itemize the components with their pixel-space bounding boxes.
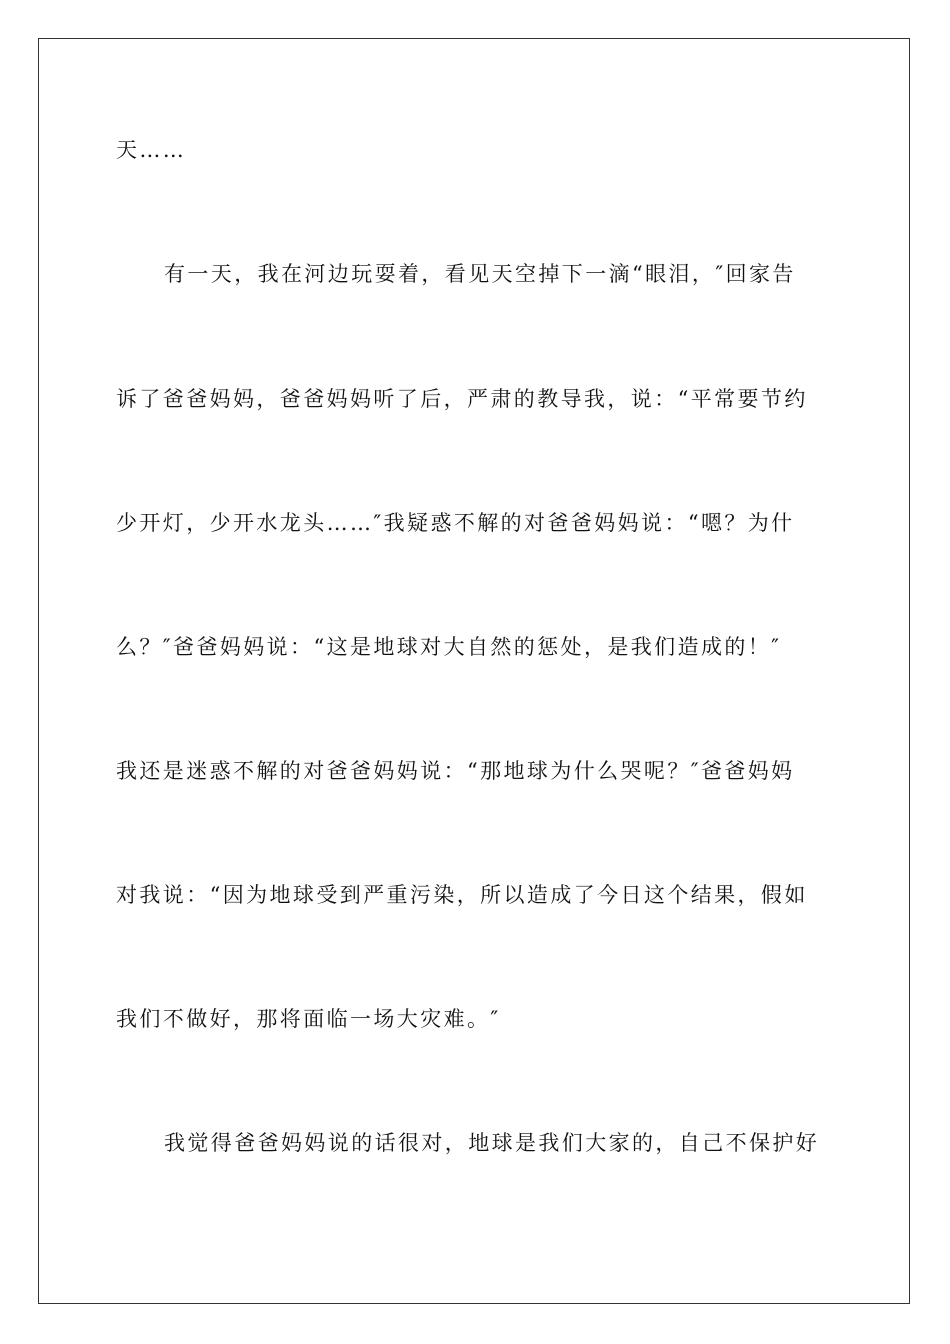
paragraph-start-line-9: 我觉得爸爸妈妈说的话很对，地球是我们大家的，自己不保护好 bbox=[164, 1131, 820, 1155]
text-line-5: 么？″爸爸妈妈说：“这是地球对大自然的惩处，是我们造成的！″ bbox=[116, 635, 782, 659]
text-line-4: 少开灯，少开水龙头……″我疑惑不解的对爸爸妈妈说：“嗯？为什 bbox=[116, 511, 795, 535]
text-line-1: 天…… bbox=[116, 138, 187, 162]
text-line-6: 我还是迷惑不解的对爸爸妈妈说：“那地球为什么哭呢？″爸爸妈妈 bbox=[116, 759, 795, 783]
text-line-3: 诉了爸爸妈妈，爸爸妈妈听了后，严肃的教导我，说：“平常要节约 bbox=[116, 387, 808, 411]
page-frame bbox=[38, 38, 910, 1304]
text-line-8: 我们不做好，那将面临一场大灾难。″ bbox=[116, 1007, 501, 1031]
paragraph-start-line-2: 有一天，我在河边玩耍着，看见天空掉下一滴“眼泪，″回家告 bbox=[164, 262, 796, 286]
text-line-7: 对我说：“因为地球受到严重污染，所以造成了今日这个结果，假如 bbox=[116, 883, 808, 907]
